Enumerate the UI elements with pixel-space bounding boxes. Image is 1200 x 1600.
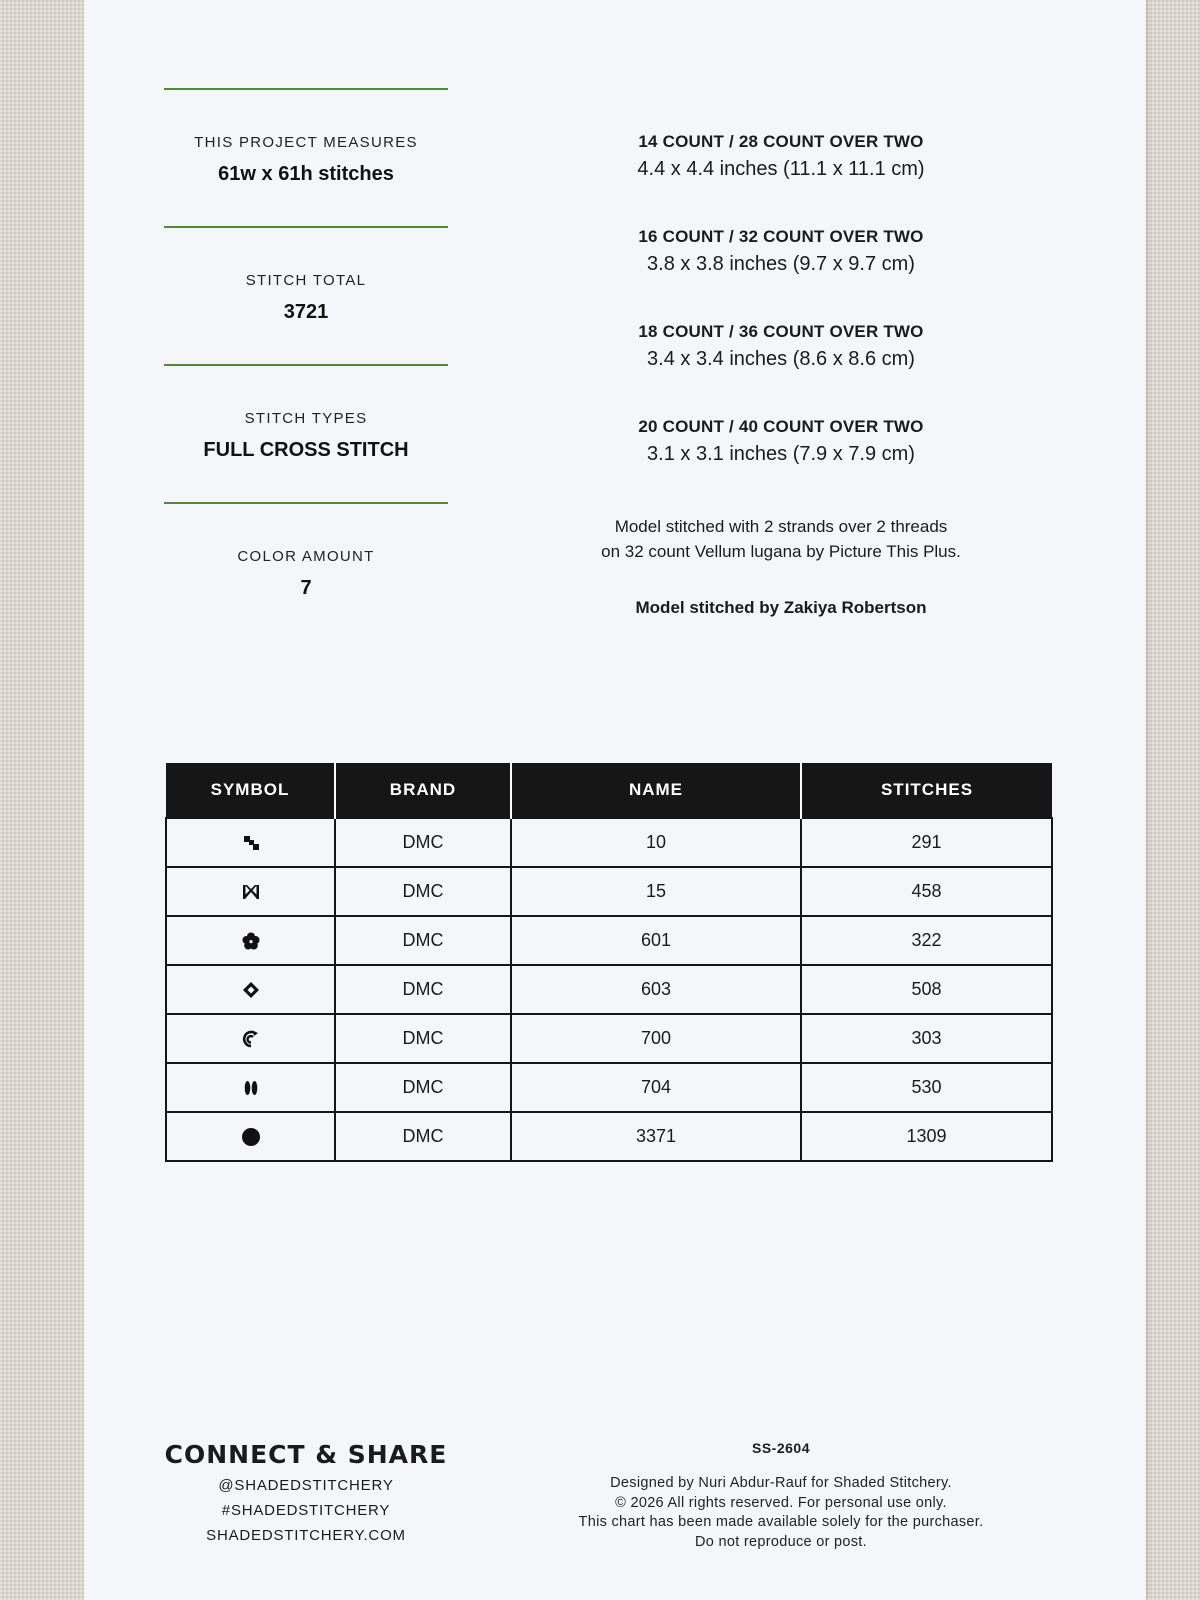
size-dimensions: 3.4 x 3.4 inches (8.6 x 8.6 cm) bbox=[647, 348, 915, 370]
size-dimensions: 3.1 x 3.1 inches (7.9 x 7.9 cm) bbox=[647, 443, 915, 465]
symbol-cell bbox=[166, 1014, 335, 1063]
pattern-code: SS-2604 bbox=[752, 1440, 810, 1456]
spec-stitch-total bbox=[164, 228, 448, 364]
symbol-cell bbox=[166, 1112, 335, 1161]
brand-cell: DMC bbox=[335, 1014, 511, 1063]
double-oval-icon bbox=[242, 1079, 260, 1097]
table-row bbox=[166, 916, 1052, 965]
size-count-label: 14 COUNT / 28 COUNT OVER TWO bbox=[638, 132, 924, 151]
symbol-cell bbox=[166, 867, 335, 916]
size-dimensions: 4.4 x 4.4 inches (11.1 x 11.1 cm) bbox=[637, 158, 925, 180]
stitches-cell: 303 bbox=[801, 1014, 1052, 1063]
stitches-cell: 291 bbox=[801, 818, 1052, 867]
fabric-sizes bbox=[564, 132, 998, 618]
instagram-handle: @SHADEDSTITCHERY bbox=[218, 1477, 394, 1494]
stitches-cell: 508 bbox=[801, 965, 1052, 1014]
table-row bbox=[166, 1063, 1052, 1112]
brand-cell: DMC bbox=[335, 867, 511, 916]
header-symbol: SYMBOL bbox=[166, 763, 335, 818]
spec-value: FULL CROSS STITCH bbox=[203, 439, 409, 461]
size-count-label: 16 COUNT / 32 COUNT OVER TWO bbox=[638, 227, 924, 246]
name-cell: 3371 bbox=[511, 1112, 801, 1161]
name-cell: 601 bbox=[511, 916, 801, 965]
brand-cell: DMC bbox=[335, 916, 511, 965]
size-count-label: 20 COUNT / 40 COUNT OVER TWO bbox=[638, 417, 924, 436]
model-note-line: Model stitched with 2 strands over 2 threads bbox=[614, 517, 948, 536]
name-cell: 15 bbox=[511, 867, 801, 916]
spec-label: STITCH TYPES bbox=[244, 410, 368, 427]
table-header-row bbox=[166, 763, 1052, 818]
brand-cell: DMC bbox=[335, 1063, 511, 1112]
size-dimensions: 3.8 x 3.8 inches (9.7 x 9.7 cm) bbox=[647, 253, 915, 275]
spec-label: THIS PROJECT MEASURES bbox=[194, 134, 418, 151]
header-brand: BRAND bbox=[335, 763, 511, 818]
bowtie-icon bbox=[242, 883, 260, 901]
model-stitched-by: Model stitched by Zakiya Robertson bbox=[635, 598, 927, 617]
symbol-cell bbox=[166, 1063, 335, 1112]
brand-cell: DMC bbox=[335, 965, 511, 1014]
size-20-count bbox=[564, 417, 998, 512]
size-16-count bbox=[564, 227, 998, 322]
spec-stitch-types bbox=[164, 366, 448, 502]
flower-icon bbox=[242, 932, 260, 950]
spec-label: STITCH TOTAL bbox=[245, 272, 367, 289]
staircase-squares-icon bbox=[243, 835, 259, 851]
website: SHADEDSTITCHERY.COM bbox=[206, 1527, 406, 1544]
model-note-line: on 32 count Vellum lugana by Picture This Plus. bbox=[601, 542, 961, 561]
brand-cell: DMC bbox=[335, 818, 511, 867]
name-cell: 700 bbox=[511, 1014, 801, 1063]
brand-cell: DMC bbox=[335, 1112, 511, 1161]
name-cell: 10 bbox=[511, 818, 801, 867]
spec-color-amount bbox=[164, 504, 448, 640]
header-stitches: STITCHES bbox=[801, 763, 1052, 818]
spec-value: 7 bbox=[300, 577, 312, 599]
credit-line: Do not reproduce or post. bbox=[695, 1533, 867, 1550]
stitches-cell: 530 bbox=[801, 1063, 1052, 1112]
connect-title: CONNECT & SHARE bbox=[164, 1440, 448, 1469]
footer-credits bbox=[544, 1440, 1018, 1552]
table-row bbox=[166, 818, 1052, 867]
pattern-card bbox=[84, 0, 1146, 1600]
symbol-cell bbox=[166, 818, 335, 867]
credit-line: This chart has been made available solely for the purchaser. bbox=[578, 1514, 984, 1530]
table-row bbox=[166, 965, 1052, 1014]
spec-label: COLOR AMOUNT bbox=[237, 548, 375, 565]
credit-text bbox=[544, 1474, 1018, 1552]
spec-value: 61w x 61h stitches bbox=[218, 163, 394, 185]
diamond-outline-icon bbox=[242, 981, 260, 999]
symbol-cell bbox=[166, 916, 335, 965]
credit-line: © 2026 All rights reserved. For personal use only. bbox=[615, 1494, 947, 1511]
size-count-label: 18 COUNT / 36 COUNT OVER TWO bbox=[638, 322, 924, 341]
stitches-cell: 1309 bbox=[801, 1112, 1052, 1161]
table-row bbox=[166, 1112, 1052, 1161]
symbol-cell bbox=[166, 965, 335, 1014]
table-row bbox=[166, 1014, 1052, 1063]
filled-circle-icon bbox=[241, 1127, 261, 1147]
name-cell: 603 bbox=[511, 965, 801, 1014]
size-14-count bbox=[564, 132, 998, 227]
name-cell: 704 bbox=[511, 1063, 801, 1112]
stitches-cell: 322 bbox=[801, 916, 1052, 965]
color-key-table bbox=[165, 763, 1053, 1162]
spec-value: 3721 bbox=[283, 301, 329, 323]
size-18-count bbox=[564, 322, 998, 417]
spec-measures bbox=[164, 90, 448, 226]
connect-share-block bbox=[164, 1440, 448, 1544]
swirl-icon bbox=[242, 1030, 260, 1048]
table-row bbox=[166, 867, 1052, 916]
header-name: NAME bbox=[511, 763, 801, 818]
model-note bbox=[564, 514, 998, 564]
stitches-cell: 458 bbox=[801, 867, 1052, 916]
project-specs bbox=[164, 88, 448, 640]
hashtag: #SHADEDSTITCHERY bbox=[221, 1502, 391, 1519]
credit-line: Designed by Nuri Abdur-Rauf for Shaded Stitchery. bbox=[610, 1475, 952, 1491]
